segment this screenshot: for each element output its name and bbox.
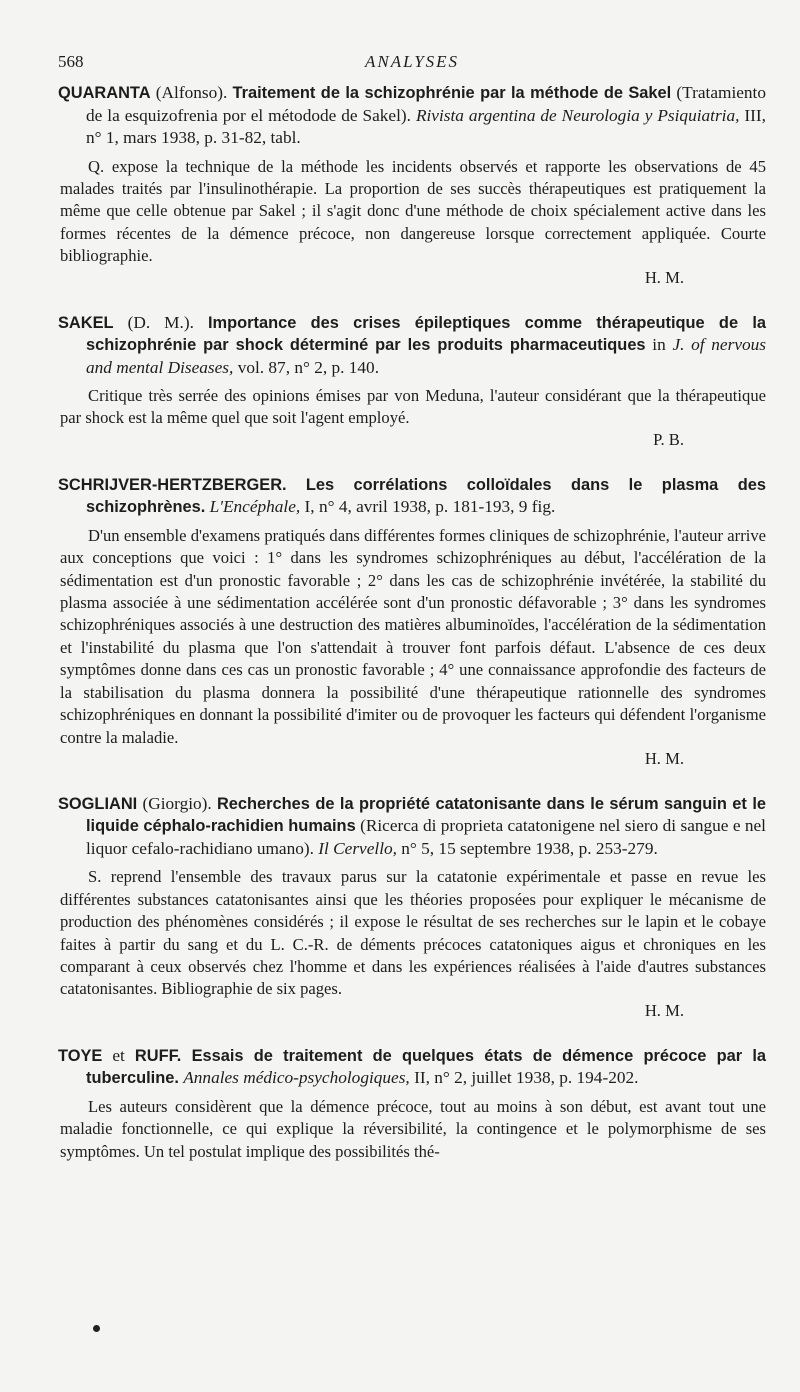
entry-citation xyxy=(58,793,766,861)
entry-author-firstname: (Giorgio). xyxy=(142,793,212,813)
entry-reference: II, n° 2, juillet 1938, p. 194-202. xyxy=(414,1068,639,1088)
entry-citation xyxy=(58,82,766,150)
entry-reference: n° 5, 15 septembre 1938, p. 253-279. xyxy=(401,838,658,858)
entry-signature: H. M. xyxy=(644,1000,684,1020)
entry-original-title: (Tratamiento de la esquizofrenia por el métodode de Sakel). xyxy=(86,83,767,125)
review-entry-quaranta xyxy=(58,82,766,288)
entry-title: RUFF. Essais de traitement de quelques états de démence précoce par la tuberculine. xyxy=(86,1046,766,1088)
entry-author: SCHRIJVER-HERTZBERGER. xyxy=(58,475,287,494)
entry-title: Importance des crises épileptiques comme thérapeutique de la schizophrénie par shock déterminé par les produits pharmaceutiques xyxy=(86,313,766,355)
entry-summary: Critique très serrée des opinions émises par von Meduna, l'auteur considérant que la thérapeutique par shock est la même quel que soit l'agent employé. xyxy=(60,386,766,428)
entry-signature: P. B. xyxy=(653,429,684,449)
review-entry-schrijver xyxy=(58,474,766,769)
entry-author: SAKEL xyxy=(58,313,114,332)
entry-original-title: (Ricerca di proprieta catatonigene nel siero di sangue e nel liquor cefalo-rachidiano umano). xyxy=(86,816,766,858)
entry-journal: L'Encéphale, xyxy=(209,497,301,517)
ink-dot xyxy=(93,1325,100,1332)
running-head xyxy=(58,52,766,82)
review-entry-sogliani xyxy=(58,793,766,1021)
entry-citation xyxy=(58,312,766,380)
entry-summary: S. reprend l'ensemble des travaux parus sur la catatonie expérimentale et passe en revue les différentes substances catatonisantes ainsi que les théories proposées pour expliquer le mécanisme de production des phénomènes considérés ; il expose le résultat de ses recherches sur le lapin et le cobaye faites à partir du sang et du L. C.-R. de déments précoces catatoniques aigus et chroniques en les comparant à ceux observés chez l'homme et dans les expériences réalisées à l'aide d'autres substances catatonisantes. Bibliographie de six pages. xyxy=(60,867,766,999)
entry-title: Les corrélations colloïdales dans le plasma des schizophrènes. xyxy=(86,475,766,517)
entry-journal: Rivista argentina de Neurologia y Psiquiatria, xyxy=(415,105,740,125)
running-title: ANALYSES xyxy=(364,52,460,71)
entry-author-conjunction: et xyxy=(112,1045,125,1065)
entry-citation xyxy=(58,1045,766,1090)
entry-journal: J. of nervous and mental Diseases, xyxy=(86,335,766,377)
entry-journal: Il Cervello, xyxy=(318,838,397,858)
entry-author-firstname: (D. M.). xyxy=(127,312,194,332)
review-entry-sakel xyxy=(58,312,766,450)
entry-author: QUARANTA xyxy=(58,84,151,102)
entry-journal: Annales médico-psychologiques, xyxy=(183,1068,410,1088)
entry-signature: H. M. xyxy=(644,267,684,287)
entry-title: Traitement de la schizophrénie par la méthode de Sakel xyxy=(232,84,672,102)
entry-author: SOGLIANI xyxy=(58,794,138,813)
entry-reference: I, n° 4, avril 1938, p. 181-193, 9 fig. xyxy=(304,497,556,517)
entry-reference: vol. 87, n° 2, p. 140. xyxy=(237,357,380,377)
entry-original-title: in xyxy=(652,335,666,355)
entry-summary: Les auteurs considèrent que la démence précoce, tout au moins à son début, est avant tout une maladie fonctionnelle, ce qui explique la réversibilité, la contingence et le polymorphisme de ses symptômes. Un tel postulat implique des possibilités thé- xyxy=(60,1096,766,1161)
page-number: 568 xyxy=(58,52,84,71)
entry-author-firstname: (Alfonso). xyxy=(155,83,228,102)
entry-reference: III, n° 1, mars 1938, p. 31-82, tabl. xyxy=(86,105,767,147)
entry-author: TOYE xyxy=(58,1046,103,1065)
entry-citation xyxy=(58,474,766,519)
entry-signature: H. M. xyxy=(644,748,684,768)
entry-summary: Q. expose la technique de la méthode les incidents observés et rapporte les observations de 45 malades traités par l'insulinothérapie. La proportion de ses succès thérapeutiques est pratiquement la même que celle obtenue par Sakel ; il s'agit donc d'une méthode de choix spécialement active dans les formes récentes de la démence précoce, non dangereuse lorsque correctement appliquée. Courte bibliographie. xyxy=(60,156,766,266)
review-entry-toye xyxy=(58,1045,766,1163)
entry-title: Recherches de la propriété catatonisante dans le sérum sanguin et le liquide céphalo-rachidien humains xyxy=(86,794,766,836)
entry-summary: D'un ensemble d'examens pratiqués dans différentes formes cliniques de schizophrénie, l'auteur arrive aux conceptions que voici : 1° dans les syndromes schizophréniques au début, l'accélération de la sédimentation est d'un pronostic favorable ; 2° dans les cas de schizophrénie invétérée, la stabilité du plasma associée à une sédimentation accélérée sont d'un pronostic défavorable ; 3° dans les syndromes schizophréniques associés à une destruction des matières albuminoïdes, l'accélération de la sédimentation et l'instabilité du plasma que l'on s'attendait à trouver font parfois défaut. L'absence de ces deux symptômes donne dans ces cas un pronostic favorable ; 4° une connaissance approfondie des facteurs de la stabilisation du plasma donnera la possibilité d'une thérapeutique rationnelle des syndromes schizophréniques en donnant la possibilité d'imiter ou de provoquer les facteurs qui défendent l'organisme contre la maladie. xyxy=(60,525,766,747)
